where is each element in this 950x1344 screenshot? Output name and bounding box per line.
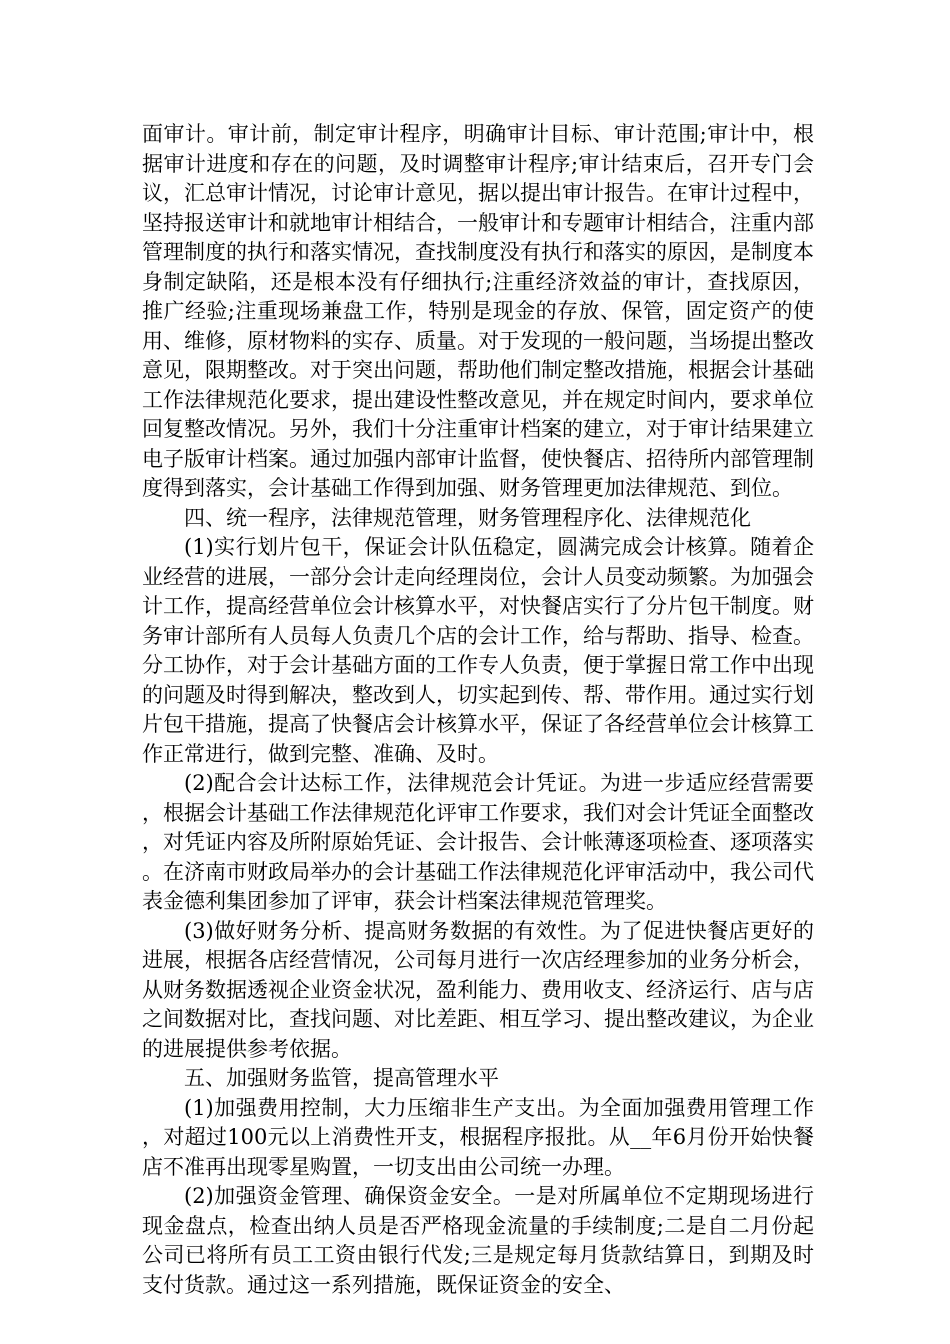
- document-page: [142, 120, 814, 1300]
- paragraph-item-3-analysis: (3)做好财务分析、提高财务数据的有效性。为了促进快餐店更好的进展，根据各店经营情况，公司每月进行一次店经理参加的业务分析会，从财务数据透视企业资金状况，盈利能力、费用收支、经济运行、店与店之间数据对比，查找问题、对比差距、相互学习、提出整改建议，为企业的进展提供参考依据。: [142, 918, 814, 1061]
- paragraph-item-1-zoning: (1)实行划片包干，保证会计队伍稳定，圆满完成会计核算。随着企业经营的进展，一部分会计走向经理岗位，会计人员变动频繁。为加强会计工作，提高经营单位会计核算水平，对快餐店实行了分片包干制度。财务审计部所有人员每人负责几个店的会计工作，给与帮助、指导、检查。分工协作，对于会计基础方面的工作专人负责，便于掌握日常工作中出现的问题及时得到解决，整改到人，切实起到传、帮、带作用。通过实行划片包干措施，提高了快餐店会计核算水平，保证了各经营单位会计核算工作正常进行，做到完整、准确、及时。: [142, 535, 814, 766]
- paragraph-audit-process: 面审计。审计前，制定审计程序，明确审计目标、审计范围;审计中，根据审计进度和存在的问题，及时调整审计程序;审计结束后，召开专门会议，汇总审计情况，讨论审计意见，据以提出审计报告。在审计过程中，坚持报送审计和就地审计相结合，一般审计和专题审计相结合，注重内部管理制度的执行和落实情况，查找制度没有执行和落实的原因，是制度本身制定缺陷，还是根本没有仔细执行;注重经济效益的审计，查找原因，推广经验;注重现场兼盘工作，特别是现金的存放、保管，固定资产的使用、维修，原材物料的实存、质量。对于发现的一般问题，当场提出整改意见，限期整改。对于突出问题，帮助他们制定整改措施，根据会计基础工作法律规范化要求，提出建设性整改意见，并在规定时间内，要求单位回复整改情况。另外，我们十分注重审计档案的建立，对于审计结果建立电子版审计档案。通过加强内部审计监督，使快餐店、招待所内部管理制度得到落实，会计基础工作得到加强、财务管理更加法律规范、到位。: [142, 122, 814, 500]
- section-heading-five: 五、加强财务监管，提高管理水平: [184, 1066, 499, 1090]
- paragraph-item-2-vouchers: (2)配合会计达标工作，法律规范会计凭证。为进一步适应经营需要，根据会计基础工作法律规范化评审工作要求，我们对会计凭证全面整改，对凭证内容及所附原始凭证、会计报告、会计帐薄逐项检查、逐项落实。在济南市财政局举办的会计基础工作法律规范化评审活动中，我公司代表金德利集团参加了评审，获会计档案法律规范管理奖。: [142, 771, 814, 913]
- paragraph-item-2-fund-management: (2)加强资金管理、确保资金安全。一是对所属单位不定期现场进行现金盘点，检查出纳人员是否严格现金流量的手续制度;二是自二月份起公司已将所有员工工资由银行代发;三是规定每月货款结算日，到期及时支付货款。通过这一系列措施，既保证资金的安全、: [142, 1184, 814, 1297]
- paragraph-item-1-cost-control: (1)加强费用控制，大力压缩非生产支出。为全面加强费用管理工作，对超过100元以上消费性开支，根据程序报批。从__年6月份开始快餐店不准再出现零星购置，一切支出由公司统一办理。: [142, 1095, 814, 1179]
- section-heading-four: 四、统一程序，法律规范管理，财务管理程序化、法律规范化: [184, 505, 751, 530]
